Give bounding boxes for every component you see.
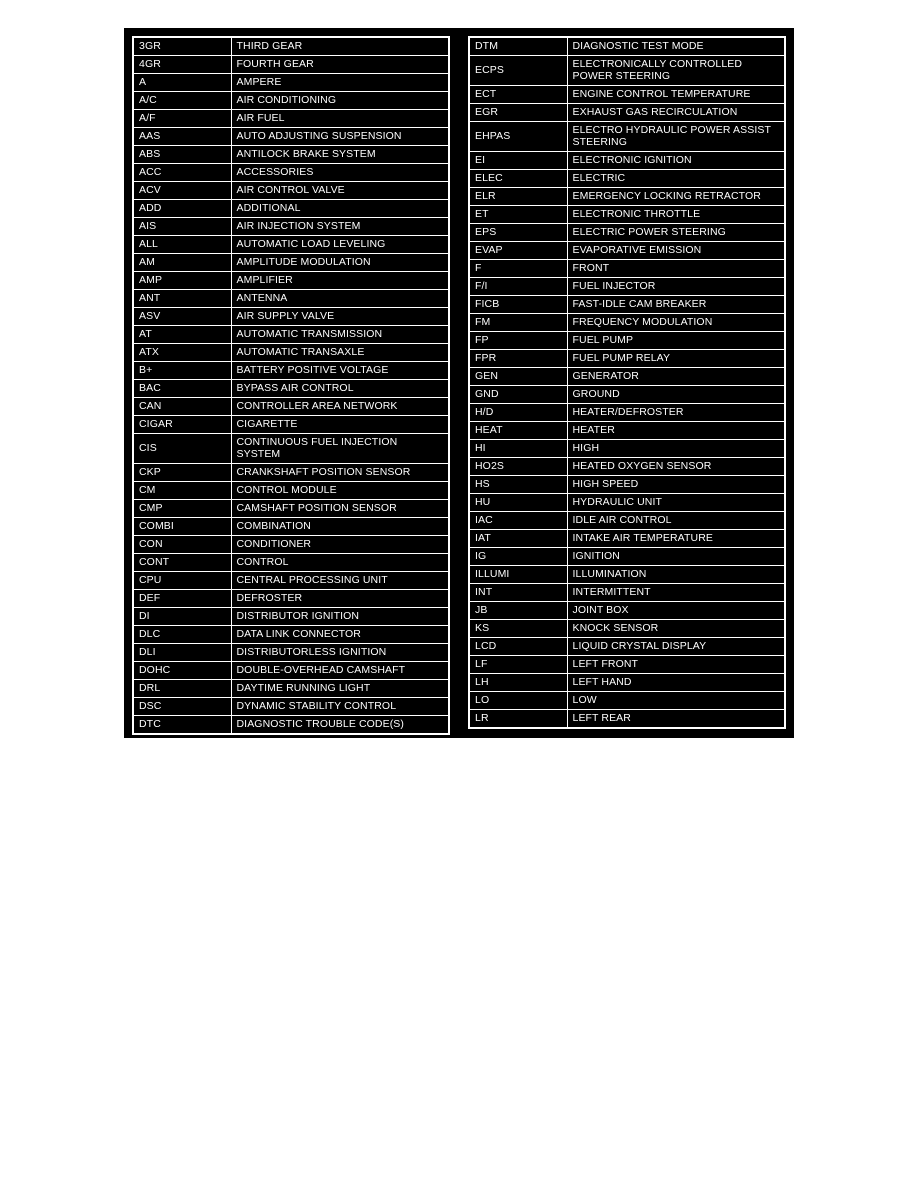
- table-row: [469, 242, 785, 260]
- table-row: [133, 518, 449, 536]
- abbreviation-code: 4GR: [133, 56, 231, 74]
- abbreviation-code: BAC: [133, 380, 231, 398]
- abbreviation-description: LEFT REAR: [567, 710, 785, 729]
- abbreviation-description: DOUBLE-OVERHEAD CAMSHAFT: [231, 662, 449, 680]
- abbreviation-code: LR: [469, 710, 567, 729]
- table-row: [469, 296, 785, 314]
- abbreviation-description: GENERATOR: [567, 368, 785, 386]
- abbreviation-code: LCD: [469, 638, 567, 656]
- abbreviation-description: ELECTRIC POWER STEERING: [567, 224, 785, 242]
- table-row: [469, 548, 785, 566]
- abbreviation-description: FAST-IDLE CAM BREAKER: [567, 296, 785, 314]
- abbreviation-description: DYNAMIC STABILITY CONTROL: [231, 698, 449, 716]
- abbreviation-description: DISTRIBUTOR IGNITION: [231, 608, 449, 626]
- abbreviation-code: INT: [469, 584, 567, 602]
- abbreviation-code: EVAP: [469, 242, 567, 260]
- abbreviation-code: ATX: [133, 344, 231, 362]
- abbreviation-code: GND: [469, 386, 567, 404]
- abbreviation-description: AMPLIFIER: [231, 272, 449, 290]
- abbreviation-code: IAT: [469, 530, 567, 548]
- abbreviation-code: CKP: [133, 464, 231, 482]
- abbreviation-description: CIGARETTE: [231, 416, 449, 434]
- abbreviation-code: CMP: [133, 500, 231, 518]
- abbreviation-description: HYDRAULIC UNIT: [567, 494, 785, 512]
- abbreviation-description: ELECTRONIC THROTTLE: [567, 206, 785, 224]
- table-row: [469, 512, 785, 530]
- abbreviation-code: FPR: [469, 350, 567, 368]
- abbreviation-code: FP: [469, 332, 567, 350]
- abbreviation-code: ASV: [133, 308, 231, 326]
- abbreviation-code: ECT: [469, 86, 567, 104]
- table-row: [469, 224, 785, 242]
- table-row: [469, 620, 785, 638]
- abbreviation-code: ABS: [133, 146, 231, 164]
- abbreviation-description: LIQUID CRYSTAL DISPLAY: [567, 638, 785, 656]
- abbreviation-description: LEFT FRONT: [567, 656, 785, 674]
- table-row: [469, 56, 785, 86]
- table-row: [133, 698, 449, 716]
- abbreviation-code: LO: [469, 692, 567, 710]
- abbreviation-code: KS: [469, 620, 567, 638]
- table-row: [133, 464, 449, 482]
- abbreviation-code: DEF: [133, 590, 231, 608]
- table-row: [469, 566, 785, 584]
- table-row: [133, 200, 449, 218]
- abbreviation-code: HO2S: [469, 458, 567, 476]
- abbreviations-table-left: [132, 36, 450, 735]
- table-row: [469, 404, 785, 422]
- abbreviation-description: THIRD GEAR: [231, 37, 449, 56]
- abbreviation-code: CM: [133, 482, 231, 500]
- abbreviation-description: FUEL PUMP RELAY: [567, 350, 785, 368]
- abbreviation-code: CAN: [133, 398, 231, 416]
- table-row: [469, 86, 785, 104]
- table-row: [469, 260, 785, 278]
- abbreviation-description: HIGH: [567, 440, 785, 458]
- table-row: [133, 272, 449, 290]
- abbreviation-code: EGR: [469, 104, 567, 122]
- table-row: [133, 716, 449, 735]
- abbreviation-description: EXHAUST GAS RECIRCULATION: [567, 104, 785, 122]
- table-row: [133, 146, 449, 164]
- abbreviation-code: COMBI: [133, 518, 231, 536]
- table-row: [133, 164, 449, 182]
- abbreviation-code: F/I: [469, 278, 567, 296]
- abbreviation-description: ACCESSORIES: [231, 164, 449, 182]
- table-body-right: [469, 37, 785, 728]
- table-row: [133, 416, 449, 434]
- table-row: [469, 710, 785, 729]
- abbreviation-description: FRONT: [567, 260, 785, 278]
- abbreviation-code: IAC: [469, 512, 567, 530]
- table-row: [133, 572, 449, 590]
- abbreviation-code: LF: [469, 656, 567, 674]
- abbreviation-code: CON: [133, 536, 231, 554]
- table-row: [133, 680, 449, 698]
- abbreviation-code: AIS: [133, 218, 231, 236]
- abbreviation-description: CONTROL: [231, 554, 449, 572]
- abbreviation-description: AIR FUEL: [231, 110, 449, 128]
- abbreviation-code: ILLUMI: [469, 566, 567, 584]
- abbreviation-code: ELR: [469, 188, 567, 206]
- abbreviation-description: DIAGNOSTIC TROUBLE CODE(S): [231, 716, 449, 735]
- abbreviation-code: ACV: [133, 182, 231, 200]
- table-row: [133, 554, 449, 572]
- abbreviation-code: EHPAS: [469, 122, 567, 152]
- table-row: [469, 368, 785, 386]
- table-body-left: [133, 37, 449, 734]
- abbreviation-code: HEAT: [469, 422, 567, 440]
- abbreviation-description: HEATED OXYGEN SENSOR: [567, 458, 785, 476]
- abbreviation-description: CONDITIONER: [231, 536, 449, 554]
- abbreviation-code: A: [133, 74, 231, 92]
- table-row: [469, 530, 785, 548]
- abbreviation-description: AIR SUPPLY VALVE: [231, 308, 449, 326]
- table-row: [469, 656, 785, 674]
- table-row: [469, 494, 785, 512]
- abbreviation-code: JB: [469, 602, 567, 620]
- abbreviation-description: AMPERE: [231, 74, 449, 92]
- table-row: [133, 182, 449, 200]
- abbreviation-code: AAS: [133, 128, 231, 146]
- abbreviation-description: AIR CONDITIONING: [231, 92, 449, 110]
- abbreviation-description: ILLUMINATION: [567, 566, 785, 584]
- table-row: [133, 218, 449, 236]
- table-row: [469, 674, 785, 692]
- table-row: [133, 500, 449, 518]
- abbreviation-code: 3GR: [133, 37, 231, 56]
- table-row: [133, 626, 449, 644]
- abbreviation-description: AUTO ADJUSTING SUSPENSION: [231, 128, 449, 146]
- abbreviation-code: CIS: [133, 434, 231, 464]
- abbreviation-code: B+: [133, 362, 231, 380]
- abbreviation-description: HEATER/DEFROSTER: [567, 404, 785, 422]
- table-row: [469, 692, 785, 710]
- table-row: [133, 482, 449, 500]
- table-row: [469, 440, 785, 458]
- abbreviation-description: DAYTIME RUNNING LIGHT: [231, 680, 449, 698]
- abbreviation-description: HEATER: [567, 422, 785, 440]
- table-row: [133, 326, 449, 344]
- table-row: [469, 122, 785, 152]
- abbreviation-code: ELEC: [469, 170, 567, 188]
- abbreviation-code: HU: [469, 494, 567, 512]
- table-row: [469, 332, 785, 350]
- table-row: [469, 206, 785, 224]
- abbreviation-description: FOURTH GEAR: [231, 56, 449, 74]
- abbreviation-code: HI: [469, 440, 567, 458]
- table-row: [133, 290, 449, 308]
- abbreviation-description: LOW: [567, 692, 785, 710]
- table-row: [133, 128, 449, 146]
- abbreviation-description: ANTENNA: [231, 290, 449, 308]
- table-row: [469, 458, 785, 476]
- table-row: [469, 188, 785, 206]
- table-row: [469, 104, 785, 122]
- abbreviation-description: EVAPORATIVE EMISSION: [567, 242, 785, 260]
- abbreviation-code: ADD: [133, 200, 231, 218]
- table-row: [469, 170, 785, 188]
- abbreviation-description: LEFT HAND: [567, 674, 785, 692]
- abbreviation-code: DTC: [133, 716, 231, 735]
- abbreviation-code: AT: [133, 326, 231, 344]
- abbreviation-code: ECPS: [469, 56, 567, 86]
- abbreviation-description: ELECTRIC: [567, 170, 785, 188]
- table-row: [133, 590, 449, 608]
- table-row: [133, 110, 449, 128]
- abbreviation-description: AUTOMATIC TRANSMISSION: [231, 326, 449, 344]
- abbreviation-description: FUEL INJECTOR: [567, 278, 785, 296]
- abbreviation-description: CRANKSHAFT POSITION SENSOR: [231, 464, 449, 482]
- abbreviation-description: KNOCK SENSOR: [567, 620, 785, 638]
- abbreviation-code: ACC: [133, 164, 231, 182]
- table-row: [133, 380, 449, 398]
- abbreviation-code: CONT: [133, 554, 231, 572]
- table-row: [133, 56, 449, 74]
- abbreviation-description: CONTROL MODULE: [231, 482, 449, 500]
- abbreviation-description: ADDITIONAL: [231, 200, 449, 218]
- abbreviation-code: DI: [133, 608, 231, 626]
- abbreviation-code: EI: [469, 152, 567, 170]
- table-row: [133, 644, 449, 662]
- abbreviation-description: FUEL PUMP: [567, 332, 785, 350]
- abbreviation-description: ENGINE CONTROL TEMPERATURE: [567, 86, 785, 104]
- abbreviation-code: HS: [469, 476, 567, 494]
- abbreviation-description: GROUND: [567, 386, 785, 404]
- table-row: [133, 74, 449, 92]
- abbreviation-code: AMP: [133, 272, 231, 290]
- abbreviation-description: DIAGNOSTIC TEST MODE: [567, 37, 785, 56]
- abbreviation-code: DLC: [133, 626, 231, 644]
- abbreviation-code: ALL: [133, 236, 231, 254]
- abbreviation-code: DTM: [469, 37, 567, 56]
- abbreviation-code: GEN: [469, 368, 567, 386]
- abbreviation-code: ANT: [133, 290, 231, 308]
- abbreviation-description: AMPLITUDE MODULATION: [231, 254, 449, 272]
- abbreviation-description: CONTROLLER AREA NETWORK: [231, 398, 449, 416]
- table-row: [133, 254, 449, 272]
- abbreviation-code: CPU: [133, 572, 231, 590]
- table-row: [469, 584, 785, 602]
- abbreviation-description: AIR INJECTION SYSTEM: [231, 218, 449, 236]
- abbreviation-description: DISTRIBUTORLESS IGNITION: [231, 644, 449, 662]
- table-row: [133, 236, 449, 254]
- table-row: [469, 314, 785, 332]
- abbreviation-code: F: [469, 260, 567, 278]
- abbreviation-description: FREQUENCY MODULATION: [567, 314, 785, 332]
- table-row: [133, 434, 449, 464]
- table-row: [133, 398, 449, 416]
- abbreviation-description: IDLE AIR CONTROL: [567, 512, 785, 530]
- abbreviation-description: CONTINUOUS FUEL INJECTION SYSTEM: [231, 434, 449, 464]
- abbreviation-code: CIGAR: [133, 416, 231, 434]
- abbreviation-description: BYPASS AIR CONTROL: [231, 380, 449, 398]
- table-row: [133, 37, 449, 56]
- table-row: [469, 350, 785, 368]
- table-row: [469, 37, 785, 56]
- abbreviation-description: DATA LINK CONNECTOR: [231, 626, 449, 644]
- abbreviation-code: ET: [469, 206, 567, 224]
- table-row: [469, 422, 785, 440]
- abbreviation-description: ANTILOCK BRAKE SYSTEM: [231, 146, 449, 164]
- table-row: [469, 278, 785, 296]
- abbreviation-code: LH: [469, 674, 567, 692]
- abbreviations-table-right: [468, 36, 786, 729]
- abbreviation-description: EMERGENCY LOCKING RETRACTOR: [567, 188, 785, 206]
- abbreviation-description: INTAKE AIR TEMPERATURE: [567, 530, 785, 548]
- abbreviation-code: DSC: [133, 698, 231, 716]
- table-row: [133, 344, 449, 362]
- table-row: [133, 662, 449, 680]
- abbreviation-description: CENTRAL PROCESSING UNIT: [231, 572, 449, 590]
- abbreviation-code: A/C: [133, 92, 231, 110]
- table-row: [469, 602, 785, 620]
- abbreviation-description: DEFROSTER: [231, 590, 449, 608]
- abbreviation-code: DOHC: [133, 662, 231, 680]
- abbreviation-description: INTERMITTENT: [567, 584, 785, 602]
- abbreviation-description: AUTOMATIC LOAD LEVELING: [231, 236, 449, 254]
- abbreviation-description: ELECTRONICALLY CONTROLLED POWER STEERING: [567, 56, 785, 86]
- abbreviation-code: IG: [469, 548, 567, 566]
- table-row: [469, 638, 785, 656]
- table-row: [133, 608, 449, 626]
- abbreviation-description: HIGH SPEED: [567, 476, 785, 494]
- table-row: [133, 362, 449, 380]
- abbreviation-description: AIR CONTROL VALVE: [231, 182, 449, 200]
- table-row: [133, 308, 449, 326]
- abbreviation-code: DRL: [133, 680, 231, 698]
- abbreviation-description: IGNITION: [567, 548, 785, 566]
- abbreviation-description: AUTOMATIC TRANSAXLE: [231, 344, 449, 362]
- abbreviation-code: FICB: [469, 296, 567, 314]
- table-row: [469, 386, 785, 404]
- abbreviation-code: H/D: [469, 404, 567, 422]
- abbreviation-description: BATTERY POSITIVE VOLTAGE: [231, 362, 449, 380]
- abbreviation-description: CAMSHAFT POSITION SENSOR: [231, 500, 449, 518]
- abbreviation-code: FM: [469, 314, 567, 332]
- abbreviation-code: EPS: [469, 224, 567, 242]
- abbreviation-description: ELECTRO HYDRAULIC POWER ASSIST STEERING: [567, 122, 785, 152]
- table-row: [469, 476, 785, 494]
- abbreviation-code: DLI: [133, 644, 231, 662]
- abbreviation-description: ELECTRONIC IGNITION: [567, 152, 785, 170]
- abbreviation-description: JOINT BOX: [567, 602, 785, 620]
- table-row: [133, 536, 449, 554]
- table-row: [469, 152, 785, 170]
- abbreviation-code: AM: [133, 254, 231, 272]
- table-row: [133, 92, 449, 110]
- abbreviation-description: COMBINATION: [231, 518, 449, 536]
- abbreviations-plate: [124, 28, 794, 738]
- abbreviation-code: A/F: [133, 110, 231, 128]
